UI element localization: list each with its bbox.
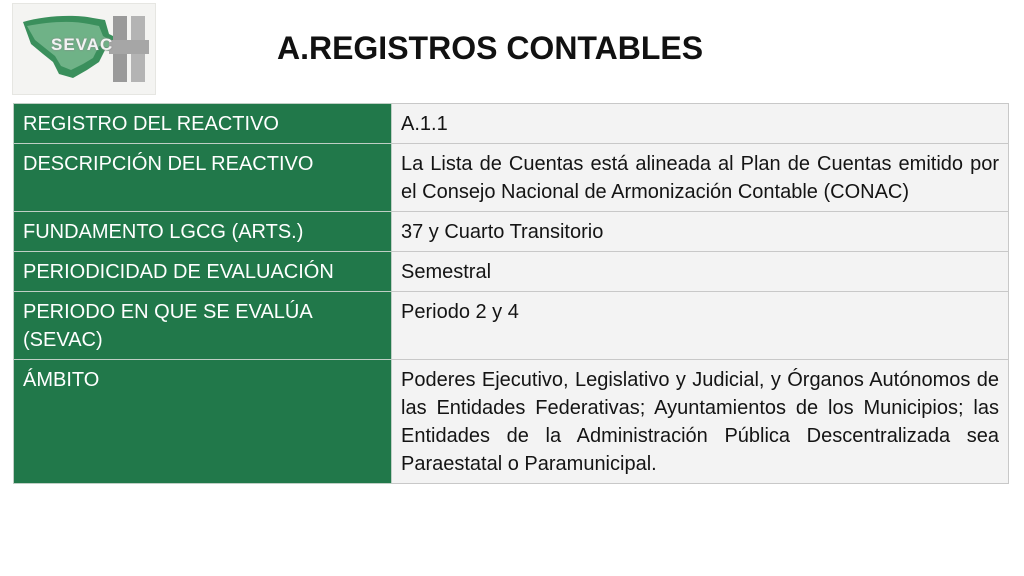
table-row bbox=[14, 144, 1009, 212]
page-title: A.REGISTROS CONTABLES bbox=[276, 30, 704, 66]
table-row bbox=[14, 212, 1009, 252]
row-value-periodo: Periodo 2 y 4 bbox=[392, 292, 1009, 360]
table-row bbox=[14, 292, 1009, 360]
table-row bbox=[14, 252, 1009, 292]
row-value-descripcion: La Lista de Cuentas está alineada al Plan de Cuentas emitido por el Consejo Nacional de Armonización Contable (CONAC) bbox=[392, 144, 1009, 212]
row-value-registro: A.1.1 bbox=[392, 104, 1009, 144]
logo-text: SEVAC bbox=[51, 35, 114, 54]
row-value-ambito: Poderes Ejecutivo, Legislativo y Judicial, y Órganos Autónomos de las Entidades Federativas; Ayuntamientos de los Municipios; las Entidades de la Administración Pública Descentralizada sea Paraestatal o Paramunicipal. bbox=[392, 360, 1009, 484]
row-label-ambito: ÁMBITO bbox=[14, 360, 392, 484]
row-label-descripcion: DESCRIPCIÓN DEL REACTIVO bbox=[14, 144, 392, 212]
row-value-fundamento: 37 y Cuarto Transitorio bbox=[392, 212, 1009, 252]
row-label-periodo: PERIODO EN QUE SE EVALÚA (SEVAC) bbox=[14, 292, 392, 360]
table-row bbox=[14, 360, 1009, 484]
reactivo-table bbox=[13, 103, 1009, 484]
row-label-fundamento: FUNDAMENTO LGCG (ARTS.) bbox=[14, 212, 392, 252]
row-value-periodicidad: Semestral bbox=[392, 252, 1009, 292]
row-label-registro: REGISTRO DEL REACTIVO bbox=[14, 104, 392, 144]
row-label-periodicidad: PERIODICIDAD DE EVALUACIÓN bbox=[14, 252, 392, 292]
table-row bbox=[14, 104, 1009, 144]
